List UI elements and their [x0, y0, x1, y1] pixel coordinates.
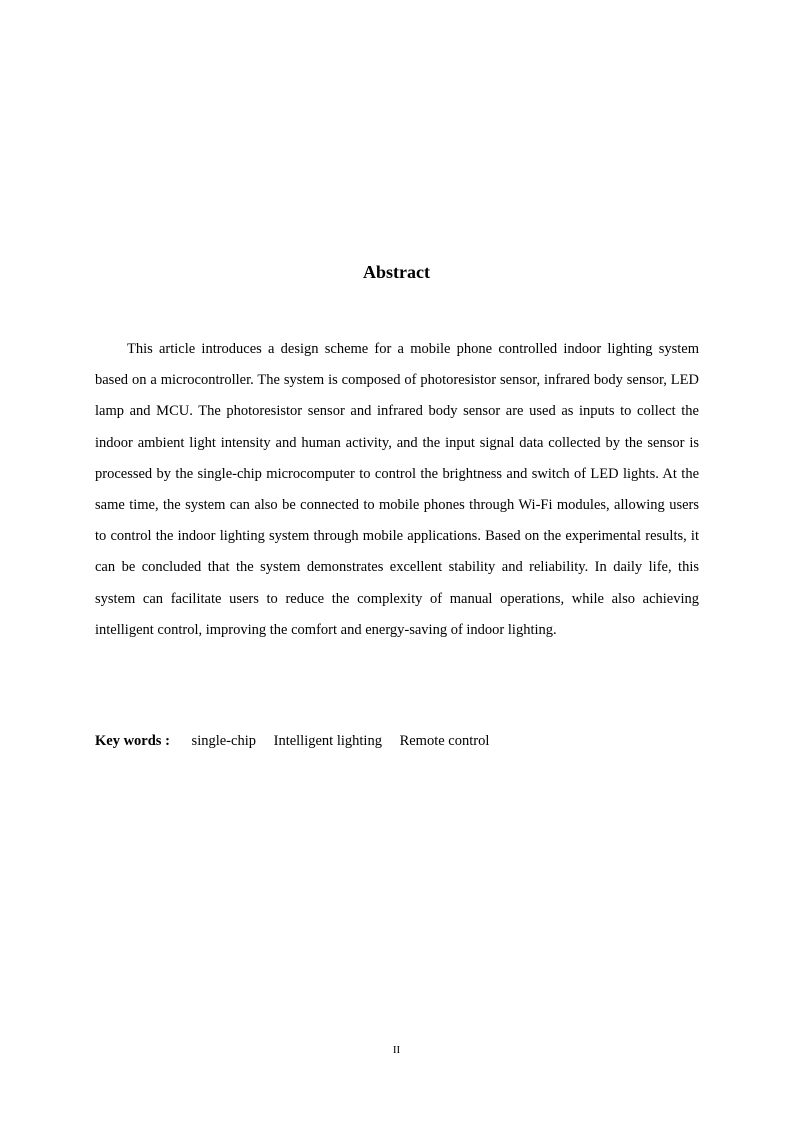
- keywords-line: [95, 727, 699, 755]
- abstract-paragraph: This article introduces a design scheme for a mobile phone controlled indoor lighting system based on a microcontroller. The system is composed of photoresistor sensor, infrared body sensor, LED lamp and MCU. The photoresistor sensor and infrared body sensor are used as inputs to collect the indoor ambient light intensity and human activity, and the input signal data collected by the sensor is processed by the single-chip microcomputer to control the brightness and switch of LED lights. At the same time, the system can also be connected to mobile phones through Wi-Fi modules, allowing users to control the indoor lighting system through mobile applications. Based on the experimental results, it can be concluded that the system demonstrates excellent stability and reliability. In daily life, this system can facilitate users to reduce the complexity of manual operations, while also achieving intelligent control, improving the comfort and energy-saving of indoor lighting.: [95, 341, 699, 638]
- abstract-title: Abstract: [363, 262, 430, 282]
- keyword-item: Remote control: [399, 733, 490, 749]
- keyword-item: single-chip: [191, 733, 256, 749]
- keywords-label: Key words :: [95, 733, 170, 749]
- page-number: II: [392, 1044, 401, 1056]
- keyword-item: Intelligent lighting: [273, 733, 382, 749]
